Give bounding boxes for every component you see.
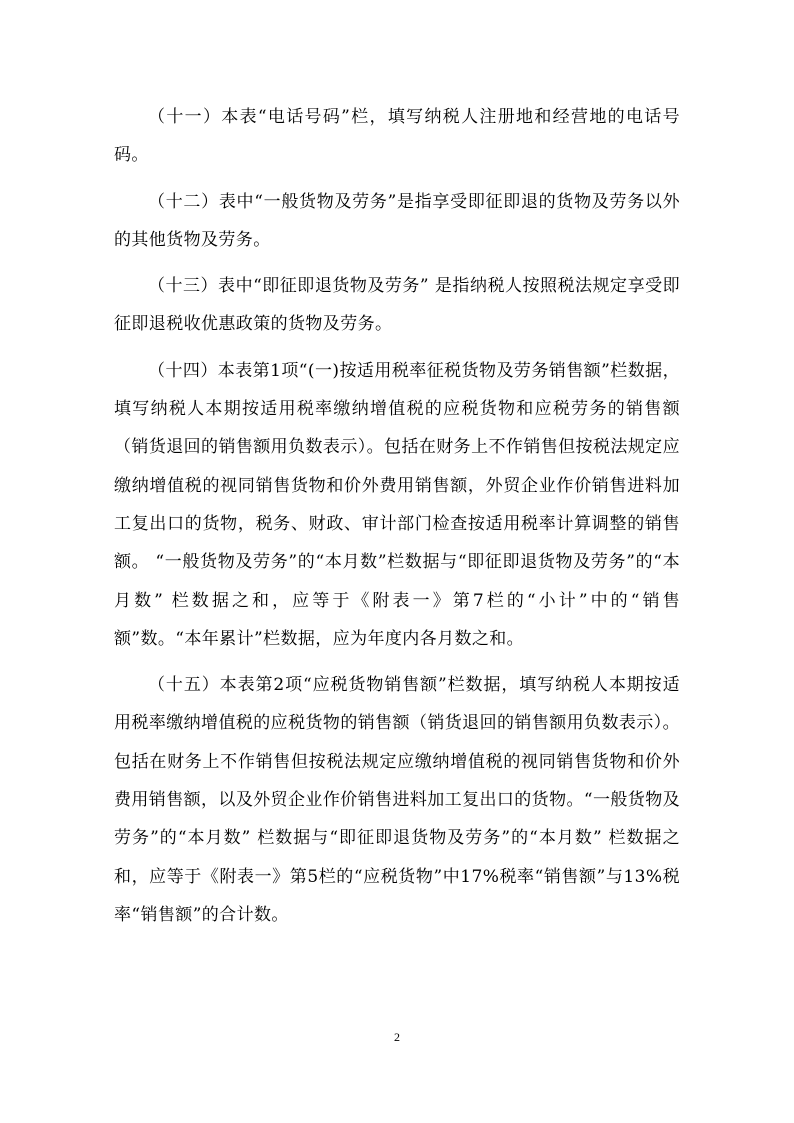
- paragraph-11: （十一）本表“电话号码”栏，填写纳税人注册地和经营地的电话号码。: [114, 107, 680, 166]
- page-number: 2: [394, 1030, 400, 1044]
- paragraph-14: （十四）本表第1项“(一)按适用税率征税货物及劳务销售额”栏数据，填写纳税人本期按适用税率缴纳增值税的应税货物和应税劳务的销售额（销货退回的销售额用负数表示）。包括在财务上不作销售但按税法规定应缴纳增值税的视同销售货物和价外费用销售额，外贸企业作价销售进料加工复出口的货物，税务、财政、审计部门检查按适用税率计算调整的销售额。 “一般货物及劳务”的“本月数”栏数据与“即征即退货物及劳务”的“本月数” 栏数据之和，应等于《附表一》第7栏的“小计”中的“销售额”数。“本年累计”栏数据，应为年度内各月数之和。: [114, 360, 680, 649]
- paragraph-13: （十三）表中“即征即退货物及劳务” 是指纳税人按照税法规定享受即征即退税收优惠政策的货物及劳务。: [114, 276, 680, 335]
- paragraph-12: （十二）表中“一般货物及劳务”是指享受即征即退的货物及劳务以外的其他货物及劳务。: [114, 191, 680, 250]
- paragraph-15: （十五）本表第2项“应税货物销售额”栏数据，填写纳税人本期按适用税率缴纳增值税的应税货物的销售额（销货退回的销售额用负数表示）。包括在财务上不作销售但按税法规定应缴纳增值税的视同销售货物和价外费用销售额，以及外贸企业作价销售进料加工复出口的货物。“一般货物及劳务”的“本月数” 栏数据与“即征即退货物及劳务”的“本月数” 栏数据之和，应等于《附表一》第5栏的“应税货物”中17%税率“销售额”与13%税率“销售额”的合计数。: [114, 675, 680, 925]
- document-body: [114, 98, 680, 942]
